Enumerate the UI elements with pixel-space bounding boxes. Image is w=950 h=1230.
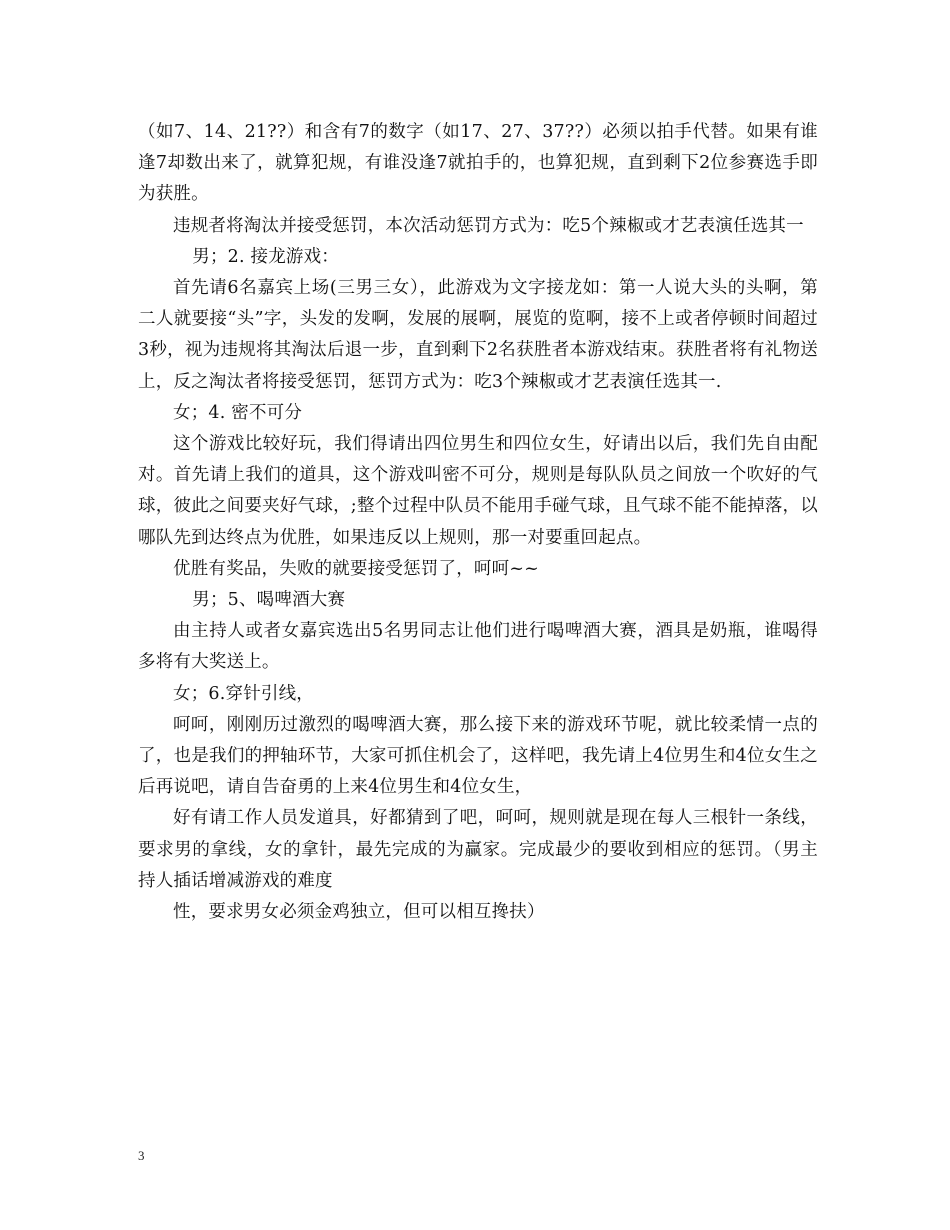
paragraph-threading-rules: 好有请工作人员发道具，好都猜到了吧，呵呵，规则就是现在每人三根针一条线，要求男的拿线，女的拿针，最先完成的为赢家。完成最少的要收到相应的惩罚。（男主持人插话增减游戏的难度: [138, 808, 818, 891]
page-number: 3: [138, 1148, 145, 1163]
paragraph-threading-intro: 呵呵，刚刚历过激烈的喝啤酒大赛，那么接下来的游戏环节呢，就比较柔情一点的了，也是我们的押轴环节，大家可抓住机会了，这样吧，我先请上4位男生和4位女生之后再说吧，请自告奋勇的上来4位男生和4位女生，: [138, 714, 818, 798]
paragraph-beer-rules: 由主持人或者女嘉宾选出5名男同志让他们进行喝啤酒大赛，酒具是奶瓶，谁喝得多将有大奖送上。: [138, 621, 818, 673]
paragraph-1: （如7、14、21??）和含有7的数字（如17、27、37??）必须以拍手代替。如果有谁逢7却数出来了，就算犯规，有谁没逢7就拍手的，也算犯规，直到剩下2位参赛选手即为获胜。: [138, 122, 818, 205]
paragraph-inseparable-prize: 优胜有奖品，失败的就要接受惩罚了，呵呵~~: [173, 558, 540, 579]
section-heading-relay-game: 男；2. 接龙游戏：: [192, 246, 340, 267]
section-heading-beer-contest: 男；5、喝啤酒大赛: [192, 590, 346, 611]
page-content: [138, 117, 818, 928]
paragraph-inseparable-rules: 这个游戏比较好玩，我们得请出四位男生和四位女生，好请出以后，我们先自由配对。首先请上我们的道具，这个游戏叫密不可分，规则是每队队员之间放一个吹好的气球，彼此之间要夹好气球，;整个过程中队员不能用手碰气球，且气球不能不能掉落，以哪队先到达终点为优胜，如果违反以上规则，那一对要重回起点。: [138, 434, 818, 548]
paragraph-threading-note: 性，要求男女必须金鸡独立，但可以相互搀扶）: [173, 902, 545, 923]
section-heading-threading: 女；6.穿针引线，: [173, 683, 314, 704]
paragraph-2: 违规者将淘汰并接受惩罚，本次活动惩罚方式为：吃5个辣椒或才艺表演任选其一: [173, 215, 804, 236]
paragraph-relay-rules: 首先请6名嘉宾上场(三男三女），此游戏为文字接龙如：第一人说大头的头啊，第二人就要接“头”字，头发的发啊，发展的展啊，展览的览啊，接不上或者停顿时间超过3秒，视为违规将其淘汰后退一步，直到剩下2名获胜者本游戏结束。获胜者将有礼物送上，反之淘汰者将接受惩罚，惩罚方式为：吃3个辣椒或才艺表演任选其一.: [138, 278, 818, 392]
section-heading-inseparable: 女；4. 密不可分: [173, 402, 303, 423]
